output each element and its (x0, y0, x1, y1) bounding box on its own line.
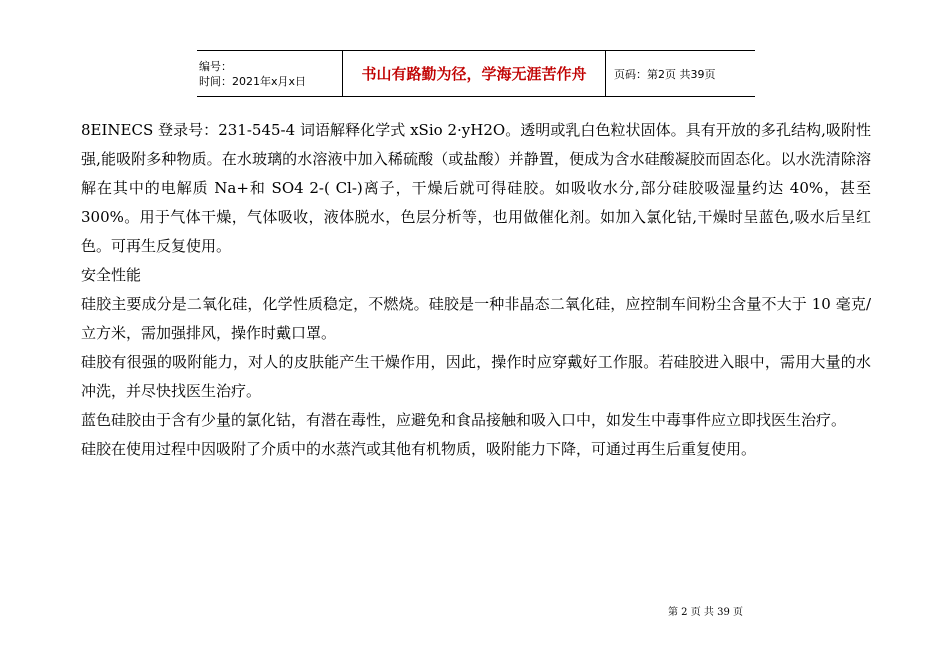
document-number-label: 编号： (199, 59, 232, 73)
page-footer: 第 2 页 共 39 页 (668, 607, 743, 618)
page-header (197, 50, 755, 97)
header-left-cell (197, 51, 343, 97)
paragraph-composition: 硅胶主要成分是二氧化硅，化学性质稳定，不燃烧。硅胶是一种非晶态二氧化硅，应控制车间粉尘含量不大于 10 毫克/立方米，需加强排风，操作时戴口罩。 (81, 295, 871, 342)
paragraph-intro: 8EINECS 登录号：231-545-4 词语解释化学式 xSio 2·yH2O。透明或乳白色粒状固体。具有开放的多孔结构,吸附性强,能吸附多种物质。在水玻璃的水溶液中加入稀硫酸（或盐酸）并静置，便成为含水硅酸凝胶而固态化。以水洗清除溶解在其中的电解质 Na+和 SO4 2-( Cl-)离子，干燥后就可得硅胶。如吸收水分,部分硅胶吸湿量约达 40%，甚至 300%。用于气体干燥，气体吸收，液体脱水，色层分析等，也用做催化剂。如加入氯化钴,干燥时呈蓝色,吸水后呈红色。可再生反复使用。 (81, 121, 871, 255)
header-page-info: 页码：第2页 共39页 (606, 51, 756, 97)
paragraph-blue-gel: 蓝色硅胶由于含有少量的氯化钴，有潜在毒性，应避免和食品接触和吸入口中，如发生中毒事件应立即找医生治疗。 (81, 411, 847, 429)
document-body (81, 116, 871, 464)
header-motto: 书山有路勤为径，学海无涯苦作舟 (343, 51, 606, 97)
paragraph-regeneration: 硅胶在使用过程中因吸附了介质中的水蒸汽或其他有机物质，吸附能力下降，可通过再生后重复使用。 (81, 440, 757, 458)
document-time-label: 时间：2021年x月x日 (199, 74, 307, 88)
paragraph-adsorption: 硅胶有很强的吸附能力，对人的皮肤能产生干燥作用，因此，操作时应穿戴好工作服。若硅胶进入眼中，需用大量的水冲洗，并尽快找医生治疗。 (81, 353, 871, 400)
section-heading-safety: 安全性能 (81, 266, 142, 284)
